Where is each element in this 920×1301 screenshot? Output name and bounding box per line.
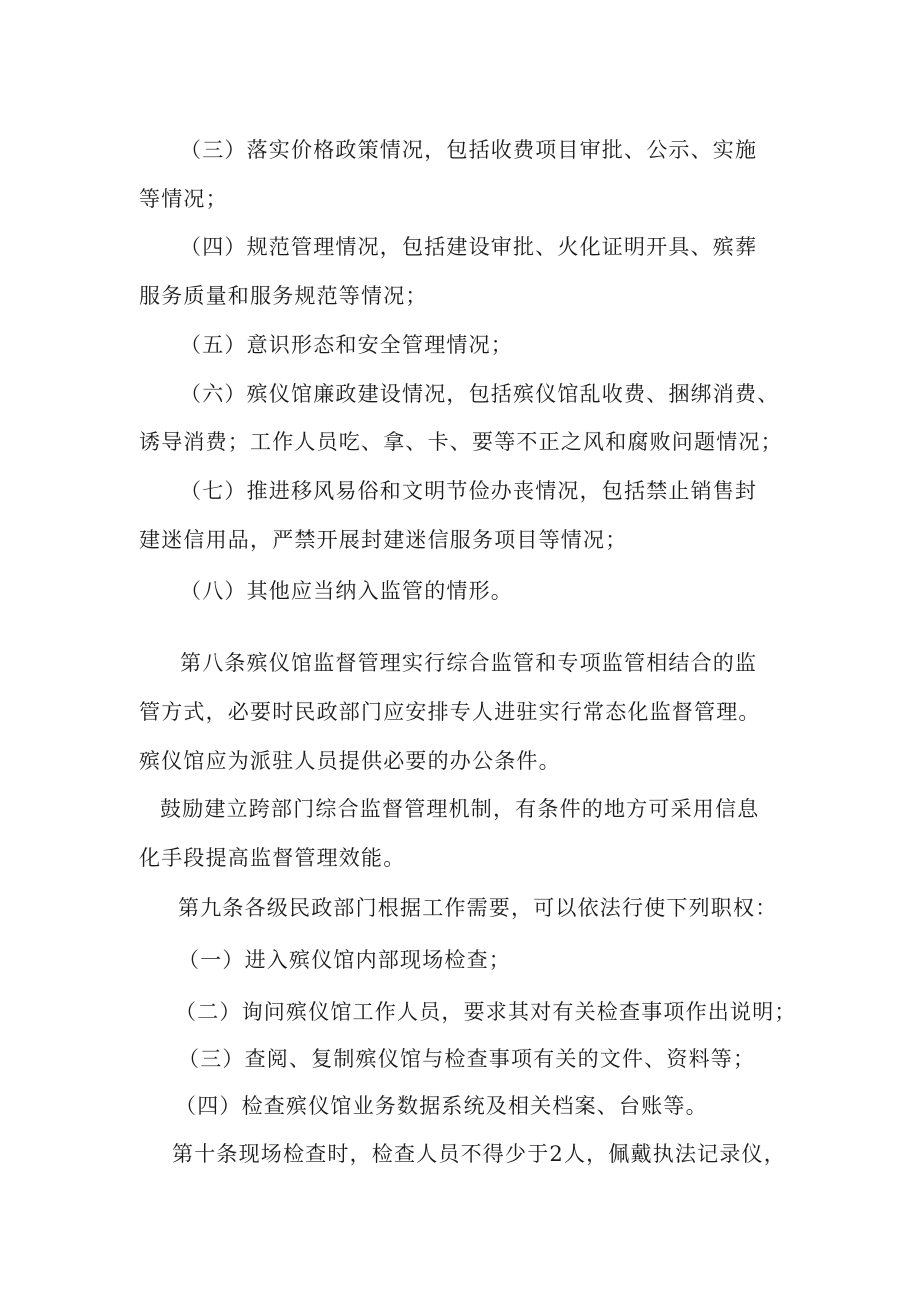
paragraph-cross-department-line-1: 鼓励建立跨部门综合监督管理机制，有条件的地方可采用信息 xyxy=(160,797,760,821)
article-8-line-2: 管方式，必要时民政部门应安排专人进驻实行常态化监督管理。 xyxy=(139,700,761,724)
item-7-customs-line-2: 建迷信用品，严禁开展封建迷信服务项目等情况； xyxy=(139,528,628,552)
item-3-price-policy-line-2: 等情况； xyxy=(139,187,228,211)
item-8-other-line: （八）其他应当纳入监管的情形。 xyxy=(180,579,513,603)
item-6-integrity-line-2: 诱导消费；工作人员吃、拿、卡、要等不正之风和腐败问题情况； xyxy=(139,430,783,454)
article-9-item-2: （二）询问殡仪馆工作人员，要求其对有关检查事项作出说明； xyxy=(175,1000,797,1024)
item-3-price-policy-line-1: （三）落实价格政策情况，包括收费项目审批、公示、实施 xyxy=(180,138,758,162)
item-6-integrity-line-1: （六）殡仪馆廉政建设情况，包括殡仪馆乱收费、捆绑消费、 xyxy=(180,382,780,406)
item-5-ideology-line: （五）意识形态和安全管理情况； xyxy=(180,333,513,357)
item-7-customs-line-1: （七）推进移风易俗和文明节俭办丧情况，包括禁止销售封 xyxy=(180,479,758,503)
article-9-line: 第九条各级民政部门根据工作需要，可以依法行使下列职权： xyxy=(178,896,778,920)
article-9-item-4: （四）检查殡仪馆业务数据系统及相关档案、台账等。 xyxy=(175,1094,708,1118)
paragraph-cross-department-line-2: 化手段提高监督管理效能。 xyxy=(139,846,406,870)
article-9-item-1: （一）进入殡仪馆内部现场检查； xyxy=(178,948,511,972)
item-4-management-line-2: 服务质量和服务规范等情况； xyxy=(139,284,428,308)
article-9-item-3: （三）查阅、复制殡仪馆与检查事项有关的文件、资料等； xyxy=(178,1047,756,1071)
article-8-line-3: 殡仪馆应为派驻人员提供必要的办公条件。 xyxy=(139,749,561,773)
article-8-line-1: 第八条殡仪馆监督管理实行综合监管和专项监管相结合的监 xyxy=(180,651,758,675)
item-4-management-line-1: （四）规范管理情况，包括建设审批、火化证明开具、殡葬 xyxy=(180,235,758,259)
article-10-line: 第十条现场检查时，检查人员不得少于2人，佩戴执法记录仪， xyxy=(172,1142,786,1166)
